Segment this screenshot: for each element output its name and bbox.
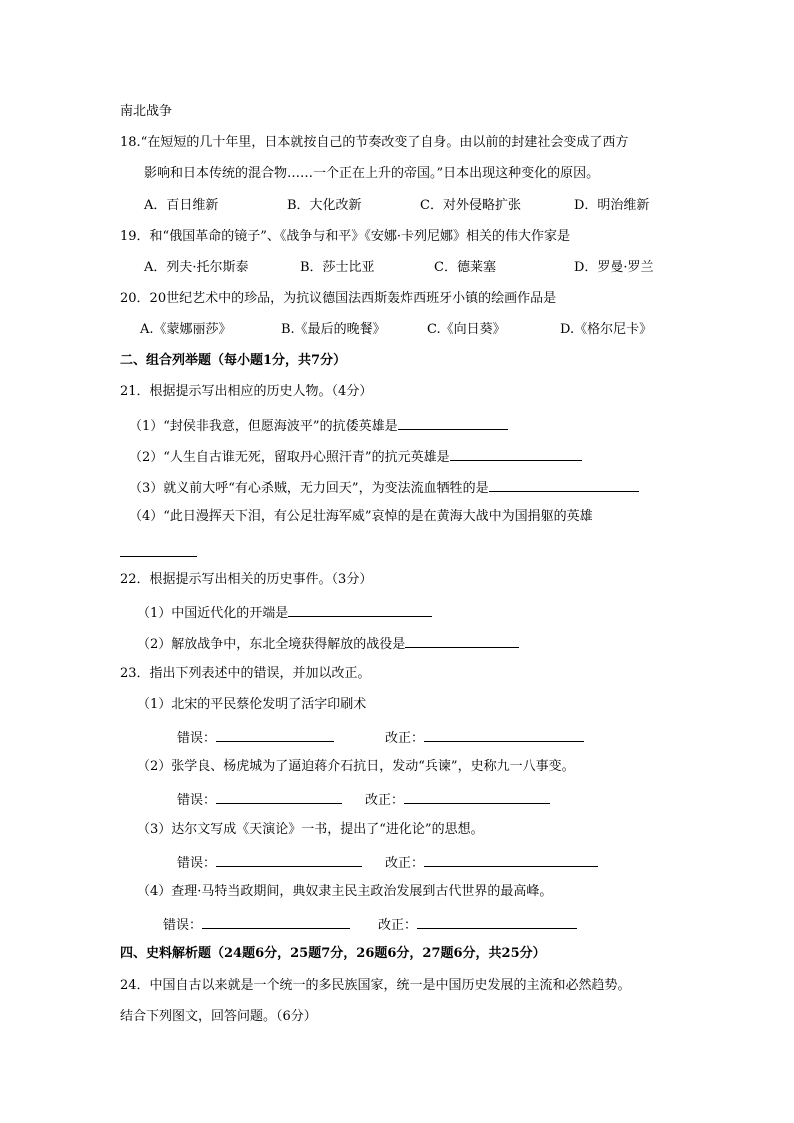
question-23-stem: 23．指出下列表述中的错误，并加以改正。 [120, 666, 371, 681]
q23-item-3-error-blank[interactable] [216, 852, 362, 867]
error-label: 错误： [177, 793, 217, 808]
q23-item-2-error [177, 789, 342, 810]
q21-item-3 [129, 477, 639, 498]
question-21-stem: 21．根据提示写出相应的历史人物。（4分） [120, 384, 373, 399]
q18-option-a[interactable]: A．百日维新 [144, 198, 219, 213]
q19-option-c[interactable]: C．德莱塞 [434, 260, 496, 275]
q19-option-d[interactable]: D．罗曼·罗兰 [574, 260, 654, 275]
q21-item-4-blank[interactable] [120, 555, 197, 557]
q22-item-1-text: （1）中国近代化的开端是 [137, 606, 289, 621]
q23-item-2: （2）张学良、杨虎城为了逼迫蒋介石抗日，发动“兵谏”，史称九一八事变。 [137, 759, 575, 774]
q23-item-3-fix-blank[interactable] [424, 852, 598, 867]
fix-label: 改正： [365, 793, 405, 808]
q23-item-1-error [177, 727, 334, 748]
q23-item-4: （4）查理·马特当政期间，典奴隶主民主政治发展到古代世界的最高峰。 [137, 884, 553, 899]
question-18-stem: 18.“在短短的几十年里，日本就按自己的节奏改变了自身。由以前的封建社会变成了西方 [120, 135, 629, 150]
section-2-heading: 二、组合列举题（每小题1分，共7分） [120, 353, 347, 368]
q23-item-1-error-blank[interactable] [216, 727, 334, 742]
q21-item-4: （4）“此日漫挥天下泪，有公足壮海军威”哀悼的是在黄海大战中为国捐躯的英雄 [129, 509, 593, 524]
error-label: 错误： [177, 856, 217, 871]
q23-item-3-fix [385, 852, 598, 873]
question-24-stem-cont: 结合下列图文，回答问题。（6分） [120, 1009, 317, 1024]
q20-option-a[interactable]: A.《蒙娜丽莎》 [140, 322, 232, 337]
q23-item-4-error [163, 914, 350, 935]
q20-option-d[interactable]: D.《格尔尼卡》 [560, 322, 653, 337]
error-label: 错误： [177, 731, 217, 746]
q21-item-3-text: （3）就义前大呼“有心杀贼，无力回天”，为变法流血牺牲的是 [129, 481, 489, 496]
q21-item-2-blank[interactable] [450, 446, 582, 461]
question-19-stem: 19．和“俄国革命的镜子”、《战争与和平》《安娜·卡列尼娜》相关的伟大作家是 [120, 229, 570, 244]
q23-item-3: （3）达尔文写成《天演论》一书，提出了“进化论”的思想。 [137, 822, 484, 837]
question-22-stem: 22．根据提示写出相关的历史事件。（3分） [120, 572, 373, 587]
q20-option-c[interactable]: C.《向日葵》 [427, 322, 506, 337]
q23-item-1: （1）北宋的平民蔡伦发明了活字印刷术 [137, 697, 367, 712]
q21-item-3-blank[interactable] [489, 477, 639, 492]
q23-item-1-fix [385, 727, 584, 748]
q23-item-2-fix-blank[interactable] [404, 789, 550, 804]
question-24-stem: 24．中国自古以来就是一个统一的多民族国家，统一是中国历史发展的主流和必然趋势。 [120, 978, 631, 993]
fix-label: 改正： [385, 731, 425, 746]
q23-item-4-fix [378, 914, 577, 935]
question-20-stem: 20．20世纪艺术中的珍品，为抗议德国法西斯轰炸西班牙小镇的绘画作品是 [120, 291, 557, 306]
q19-option-a[interactable]: A．列夫·托尔斯泰 [144, 260, 249, 275]
q18-option-b[interactable]: B．大化改新 [287, 198, 362, 213]
q22-item-1 [137, 602, 432, 623]
q23-item-3-error [177, 852, 362, 873]
q21-item-2 [129, 446, 582, 467]
q23-item-4-error-blank[interactable] [202, 914, 350, 929]
error-label: 错误： [163, 918, 203, 933]
q22-item-1-blank[interactable] [288, 602, 432, 617]
q21-item-1 [129, 415, 508, 436]
q23-item-1-fix-blank[interactable] [424, 727, 584, 742]
q18-option-d[interactable]: D．明治维新 [574, 198, 650, 213]
q23-item-4-fix-blank[interactable] [417, 914, 577, 929]
q21-item-1-blank[interactable] [398, 415, 508, 430]
q21-item-1-text: （1）“封侯非我意，但愿海波平”的抗倭英雄是 [129, 419, 398, 434]
q19-option-b[interactable]: B．莎士比亚 [300, 260, 375, 275]
question-18-stem-cont: 影响和日本传统的混合物……一个正在上升的帝国。”日本出现这种变化的原因。 [144, 166, 600, 181]
fix-label: 改正： [378, 918, 418, 933]
q22-item-2-blank[interactable] [405, 633, 519, 648]
fix-label: 改正： [385, 856, 425, 871]
q20-option-b[interactable]: B.《最后的晚餐》 [281, 322, 386, 337]
q22-item-2-text: （2）解放战争中，东北全境获得解放的战役是 [137, 637, 406, 652]
answer-fragment: 南北战争 [120, 104, 173, 119]
q22-item-2 [137, 633, 519, 654]
q23-item-2-error-blank[interactable] [216, 789, 342, 804]
q21-item-2-text: （2）“人生自古谁无死，留取丹心照汗青”的抗元英雄是 [129, 450, 450, 465]
q23-item-2-fix [365, 789, 550, 810]
section-4-heading: 四、史料解析题（24题6分，25题7分，26题6分，27题6分，共25分） [120, 946, 546, 961]
q18-option-c[interactable]: C．对外侵略扩张 [420, 198, 521, 213]
